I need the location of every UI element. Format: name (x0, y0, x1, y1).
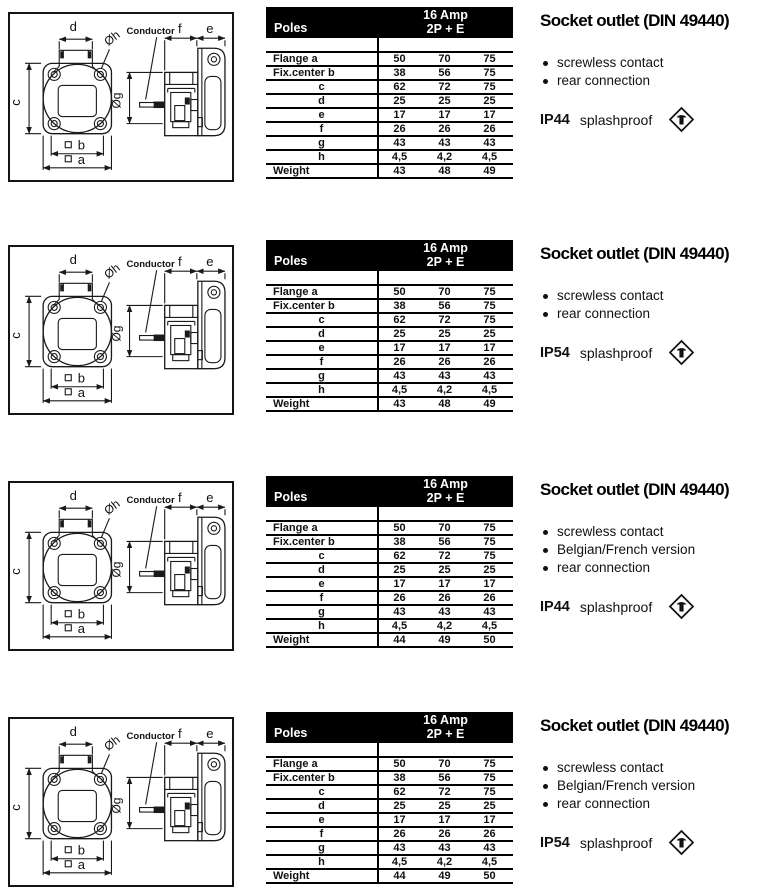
row-value: 4,2 (436, 151, 453, 163)
row-value: 56 (438, 300, 451, 312)
row-value: 4,2 (436, 856, 453, 868)
technical-drawing-box (8, 12, 234, 182)
feature-item: rear connection (540, 795, 758, 813)
row-label: f (319, 356, 324, 368)
socket-outlet-drawing (10, 247, 232, 413)
row-value: 25 (393, 328, 406, 340)
row-value: 49 (483, 398, 496, 410)
row-value: 17 (393, 814, 406, 826)
row-label: h (318, 856, 325, 868)
row-value: 43 (483, 842, 496, 854)
row-value: 43 (438, 370, 451, 382)
table-header-rating (378, 9, 513, 36)
row-label: Fix.center b (273, 772, 335, 784)
row-value: 70 (438, 758, 451, 770)
dimensions-table (266, 7, 513, 179)
table-row (266, 149, 513, 163)
row-value: 75 (483, 758, 496, 770)
table-body (266, 507, 513, 648)
table-spacer-row (266, 271, 513, 284)
row-label: Weight (273, 398, 310, 410)
row-value: 50 (393, 286, 406, 298)
table-row (266, 354, 513, 368)
table-row (266, 812, 513, 826)
table-row (266, 51, 513, 65)
row-label: e (318, 578, 325, 590)
row-value: 25 (483, 564, 496, 576)
table-body (266, 271, 513, 412)
table-row (266, 368, 513, 382)
table-row (266, 770, 513, 784)
row-value: 43 (483, 606, 496, 618)
row-value: 17 (483, 342, 496, 354)
product-title: Socket outlet (DIN 49440) (540, 244, 730, 263)
row-value: 75 (483, 67, 496, 79)
table-row (266, 618, 513, 632)
table-row (266, 65, 513, 79)
table-row (266, 868, 513, 882)
row-value: 43 (393, 842, 406, 854)
row-value: 17 (483, 578, 496, 590)
row-value: 4,5 (481, 384, 498, 396)
row-label: f (319, 123, 324, 135)
row-value: 4,2 (436, 620, 453, 632)
socket-outlet-drawing (10, 719, 232, 885)
row-value: 75 (483, 314, 496, 326)
table-row (266, 576, 513, 590)
row-value: 25 (483, 800, 496, 812)
row-value: 56 (438, 772, 451, 784)
row-value: 43 (393, 165, 406, 177)
table-row (266, 798, 513, 812)
row-label: h (318, 384, 325, 396)
splashproof-icon (668, 829, 695, 856)
ip-rating-line (540, 829, 758, 856)
row-value: 50 (393, 522, 406, 534)
row-value: 4,5 (391, 856, 408, 868)
row-label: Flange a (273, 286, 318, 298)
table-header-poles: Poles (274, 254, 308, 268)
row-value: 75 (483, 786, 496, 798)
feature-list (540, 287, 758, 323)
row-label: Fix.center b (273, 536, 335, 548)
row-value: 26 (393, 592, 406, 604)
table-row (266, 854, 513, 868)
row-label: g (318, 606, 325, 618)
table-header (266, 240, 513, 271)
row-value: 43 (393, 606, 406, 618)
row-value: 4,5 (391, 151, 408, 163)
row-label: f (319, 828, 324, 840)
table-header-amp: 16 Amp (423, 713, 468, 727)
product-title: Socket outlet (DIN 49440) (540, 716, 730, 735)
ip-code: IP54 (540, 344, 570, 361)
row-value: 26 (393, 356, 406, 368)
dimensions-table (266, 712, 513, 884)
table-row (266, 135, 513, 149)
row-value: 26 (438, 123, 451, 135)
table-header-pole-config: 2P + E (426, 254, 465, 269)
row-value: 43 (393, 370, 406, 382)
row-value: 50 (483, 634, 496, 646)
feature-item: screwless contact (540, 523, 758, 541)
row-label: Weight (273, 634, 310, 646)
ip-description: splashproof (579, 344, 653, 361)
product-info (540, 5, 758, 133)
row-label: c (318, 81, 325, 93)
product-info (540, 474, 758, 620)
row-label: Fix.center b (273, 300, 335, 312)
dimensions-table (266, 240, 513, 412)
table-row (266, 298, 513, 312)
table-row (266, 562, 513, 576)
ip-rating-line (540, 106, 758, 133)
table-row (266, 520, 513, 534)
ip-rating-line (540, 593, 758, 620)
row-label: c (318, 314, 325, 326)
row-value: 4,2 (436, 384, 453, 396)
table-header-pole-config: 2P + E (426, 21, 465, 36)
row-label: d (318, 95, 325, 107)
row-value: 48 (438, 165, 451, 177)
row-value: 43 (438, 842, 451, 854)
row-value: 25 (393, 564, 406, 576)
table-row (266, 107, 513, 121)
ip-description: splashproof (579, 111, 653, 128)
table-row (266, 632, 513, 646)
row-label: d (318, 328, 325, 340)
feature-item: Belgian/French version (540, 777, 758, 795)
table-row (266, 548, 513, 562)
product-section-ip54-rear (0, 238, 760, 424)
row-value: 75 (483, 300, 496, 312)
row-value: 38 (393, 536, 406, 548)
row-value: 75 (483, 286, 496, 298)
row-value: 43 (438, 137, 451, 149)
socket-outlet-drawing (10, 483, 232, 649)
row-label: g (318, 137, 325, 149)
row-value: 49 (438, 870, 451, 882)
table-row (266, 784, 513, 798)
feature-item: screwless contact (540, 759, 758, 777)
row-value: 4,5 (481, 856, 498, 868)
row-value: 43 (438, 606, 451, 618)
ip-description: splashproof (579, 834, 653, 851)
row-value: 62 (393, 786, 406, 798)
feature-list (540, 523, 758, 577)
row-value: 44 (393, 634, 406, 646)
row-value: 62 (393, 81, 406, 93)
product-title: Socket outlet (DIN 49440) (540, 480, 730, 499)
row-value: 26 (393, 828, 406, 840)
table-column-divider (377, 507, 379, 646)
row-value: 38 (393, 772, 406, 784)
table-row (266, 340, 513, 354)
row-value: 75 (483, 81, 496, 93)
row-label: c (318, 786, 325, 798)
splashproof-icon (668, 106, 695, 133)
row-value: 25 (483, 328, 496, 340)
row-value: 43 (483, 370, 496, 382)
row-value: 17 (483, 814, 496, 826)
table-row (266, 382, 513, 396)
table-spacer-row (266, 38, 513, 51)
row-value: 72 (438, 550, 451, 562)
table-header-amp: 16 Amp (423, 477, 468, 491)
ip-code: IP44 (540, 598, 570, 615)
row-value: 25 (393, 95, 406, 107)
row-value: 70 (438, 286, 451, 298)
row-value: 4,5 (481, 620, 498, 632)
product-info (540, 238, 758, 366)
row-label: Flange a (273, 758, 318, 770)
row-label: Weight (273, 870, 310, 882)
table-header-rating (378, 242, 513, 269)
row-label: g (318, 370, 325, 382)
row-label: c (318, 550, 325, 562)
row-value: 50 (483, 870, 496, 882)
table-header-amp: 16 Amp (423, 241, 468, 255)
row-value: 25 (393, 800, 406, 812)
row-label: h (318, 620, 325, 632)
technical-drawing-box (8, 481, 234, 651)
row-value: 49 (438, 634, 451, 646)
technical-drawing-box (8, 717, 234, 887)
table-row (266, 840, 513, 854)
row-value: 48 (438, 398, 451, 410)
row-value: 56 (438, 67, 451, 79)
table-header-amp: 16 Amp (423, 8, 468, 22)
row-value: 26 (483, 356, 496, 368)
row-label: h (318, 151, 325, 163)
table-row (266, 604, 513, 618)
row-value: 70 (438, 522, 451, 534)
row-label: Flange a (273, 522, 318, 534)
splashproof-icon (668, 593, 695, 620)
row-value: 75 (483, 536, 496, 548)
table-row (266, 312, 513, 326)
feature-item: screwless contact (540, 54, 758, 72)
row-value: 38 (393, 67, 406, 79)
row-value: 72 (438, 81, 451, 93)
row-value: 17 (483, 109, 496, 121)
row-value: 17 (438, 814, 451, 826)
row-value: 17 (393, 578, 406, 590)
table-row (266, 396, 513, 410)
row-value: 75 (483, 772, 496, 784)
table-row (266, 284, 513, 298)
row-value: 70 (438, 53, 451, 65)
row-value: 43 (393, 398, 406, 410)
table-header-pole-config: 2P + E (426, 490, 465, 505)
table-column-divider (377, 271, 379, 410)
row-label: Fix.center b (273, 67, 335, 79)
table-row (266, 121, 513, 135)
product-info (540, 710, 758, 856)
table-row (266, 534, 513, 548)
row-label: Weight (273, 165, 310, 177)
row-value: 75 (483, 550, 496, 562)
row-label: g (318, 842, 325, 854)
row-value: 26 (438, 356, 451, 368)
ip-code: IP44 (540, 111, 570, 128)
row-label: e (318, 814, 325, 826)
row-label: e (318, 109, 325, 121)
ip-description: splashproof (579, 598, 653, 615)
ip-rating-line (540, 339, 758, 366)
table-row (266, 590, 513, 604)
table-spacer-row (266, 743, 513, 756)
row-label: f (319, 592, 324, 604)
product-section-ip44-rear (0, 5, 760, 191)
row-value: 17 (438, 342, 451, 354)
table-row (266, 756, 513, 770)
row-value: 26 (438, 592, 451, 604)
row-value: 26 (393, 123, 406, 135)
row-value: 44 (393, 870, 406, 882)
row-value: 56 (438, 536, 451, 548)
row-label: d (318, 800, 325, 812)
row-value: 75 (483, 53, 496, 65)
table-header-pole-config: 2P + E (426, 726, 465, 741)
product-section-ip54-belgian-french (0, 710, 760, 896)
table-body (266, 743, 513, 884)
table-header (266, 7, 513, 38)
row-value: 72 (438, 314, 451, 326)
feature-list (540, 54, 758, 90)
ip-code: IP54 (540, 834, 570, 851)
dimensions-table (266, 476, 513, 648)
row-value: 62 (393, 314, 406, 326)
feature-item: rear connection (540, 72, 758, 90)
row-value: 49 (483, 165, 496, 177)
row-value: 25 (438, 328, 451, 340)
row-value: 4,5 (391, 384, 408, 396)
row-value: 25 (438, 800, 451, 812)
row-value: 62 (393, 550, 406, 562)
row-value: 4,5 (391, 620, 408, 632)
row-label: d (318, 564, 325, 576)
row-value: 26 (438, 828, 451, 840)
table-header-rating (378, 478, 513, 505)
socket-outlet-drawing (10, 14, 232, 180)
row-value: 50 (393, 758, 406, 770)
row-value: 72 (438, 786, 451, 798)
table-spacer-row (266, 507, 513, 520)
product-title: Socket outlet (DIN 49440) (540, 11, 730, 30)
table-header (266, 476, 513, 507)
splashproof-icon (668, 339, 695, 366)
table-row (266, 163, 513, 177)
table-row (266, 79, 513, 93)
table-header-rating (378, 714, 513, 741)
table-row (266, 93, 513, 107)
feature-item: Belgian/French version (540, 541, 758, 559)
row-value: 26 (483, 123, 496, 135)
table-header-poles: Poles (274, 490, 308, 504)
row-value: 25 (483, 95, 496, 107)
row-label: Flange a (273, 53, 318, 65)
row-value: 50 (393, 53, 406, 65)
table-column-divider (377, 743, 379, 882)
table-row (266, 826, 513, 840)
product-section-ip44-belgian-french (0, 474, 760, 660)
row-value: 25 (438, 95, 451, 107)
row-value: 17 (438, 578, 451, 590)
row-value: 17 (438, 109, 451, 121)
row-value: 17 (393, 342, 406, 354)
feature-list (540, 759, 758, 813)
row-value: 38 (393, 300, 406, 312)
table-header (266, 712, 513, 743)
technical-drawing-box (8, 245, 234, 415)
row-value: 43 (483, 137, 496, 149)
row-value: 43 (393, 137, 406, 149)
row-value: 26 (483, 592, 496, 604)
table-row (266, 326, 513, 340)
row-value: 26 (483, 828, 496, 840)
table-header-poles: Poles (274, 21, 308, 35)
row-value: 75 (483, 522, 496, 534)
table-body (266, 38, 513, 179)
row-label: e (318, 342, 325, 354)
table-column-divider (377, 38, 379, 177)
feature-item: rear connection (540, 559, 758, 577)
row-value: 25 (438, 564, 451, 576)
feature-item: rear connection (540, 305, 758, 323)
feature-item: screwless contact (540, 287, 758, 305)
row-value: 4,5 (481, 151, 498, 163)
table-header-poles: Poles (274, 726, 308, 740)
row-value: 17 (393, 109, 406, 121)
